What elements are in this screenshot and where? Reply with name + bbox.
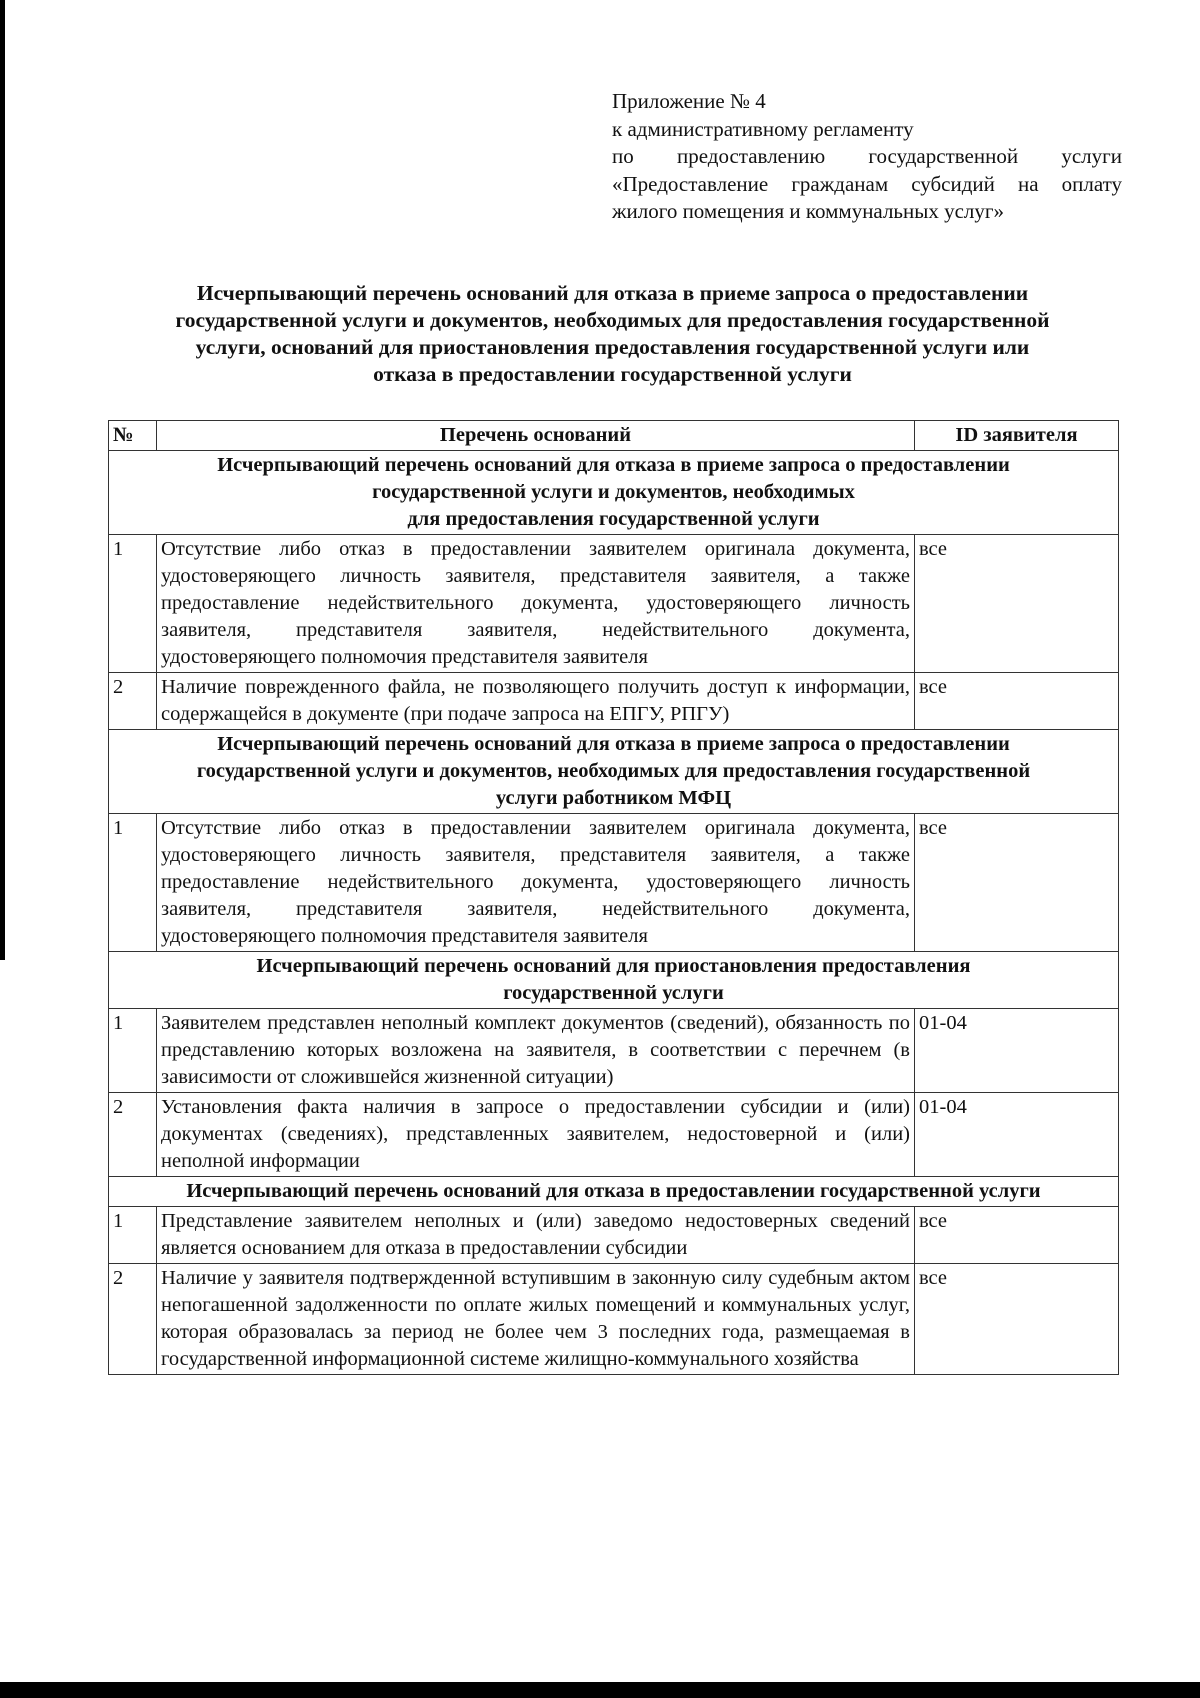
title-line: услуги, оснований для приостановления предоставления государственной услуги или xyxy=(195,335,1030,359)
document-title xyxy=(115,280,1110,388)
table-row xyxy=(109,814,1119,952)
scan-bottom-edge xyxy=(0,1682,1200,1698)
section-header-row xyxy=(109,952,1119,1009)
row-applicant-id: все xyxy=(915,1264,1119,1375)
table-row xyxy=(109,1009,1119,1093)
table-row xyxy=(109,673,1119,730)
row-ground-text: Наличие у заявителя подтвержденной вступившим в законную силу судебным актом непогашенной задолженности по оплате жилых помещений и коммунальных услуг, которая образовалась за период не более чем 3 последних года, размещаемая в государственной информационной системе жилищно-коммунального хозяйства xyxy=(157,1264,915,1375)
row-number: 1 xyxy=(109,1009,157,1093)
row-ground-text: Отсутствие либо отказ в предоставлении заявителем оригинала документа, удостоверяющего личность заявителя, представителя заявителя, а также предоставление недействительного документа, удостоверяющего личность заявителя, представителя заявителя, недействительного документа, удостоверяющего полномочия представителя заявителя xyxy=(157,535,915,673)
row-number: 2 xyxy=(109,673,157,730)
row-applicant-id: 01-04 xyxy=(915,1093,1119,1177)
row-applicant-id: все xyxy=(915,1207,1119,1264)
row-number: 1 xyxy=(109,814,157,952)
section-title: Исчерпывающий перечень оснований для приостановления предоставления государственной услуги xyxy=(109,952,1119,1009)
appendix-line: «Предоставление гражданам субсидий на оплату xyxy=(612,171,1122,196)
row-number: 1 xyxy=(109,535,157,673)
row-ground-text: Наличие поврежденного файла, не позволяющего получить доступ к информации, содержащейся в документе (при подаче запроса на ЕПГУ, РПГУ) xyxy=(157,673,915,730)
title-line: Исчерпывающий перечень оснований для отказа в приеме запроса о предоставлении xyxy=(196,281,1029,305)
table-row xyxy=(109,1093,1119,1177)
row-applicant-id: все xyxy=(915,673,1119,730)
section-title: Исчерпывающий перечень оснований для отказа в приеме запроса о предоставлении государственной услуги и документов, необходимых для предоставления государственной услуги xyxy=(109,451,1119,535)
appendix-line: по предоставлению государственной услуги xyxy=(612,144,1122,168)
appendix-line: к административному регламенту xyxy=(612,116,914,141)
title-line: государственной услуги и документов, необходимых для предоставления государственной xyxy=(175,308,1050,332)
section-header-row xyxy=(109,730,1119,814)
row-number: 2 xyxy=(109,1093,157,1177)
appendix-number: Приложение № 4 xyxy=(612,89,766,113)
row-number: 2 xyxy=(109,1264,157,1375)
appendix-reference xyxy=(612,88,1122,226)
row-number: 1 xyxy=(109,1207,157,1264)
row-ground-text: Установления факта наличия в запросе о предоставлении субсидии и (или) документах (сведениях), представленных заявителем, недостоверной и (или) неполной информации xyxy=(157,1093,915,1177)
row-applicant-id: все xyxy=(915,814,1119,952)
section-title: Исчерпывающий перечень оснований для отказа в предоставлении государственной услуги xyxy=(109,1177,1119,1207)
section-title: Исчерпывающий перечень оснований для отказа в приеме запроса о предоставлении государственной услуги и документов, необходимых для предоставления государственной услуги работником МФЦ xyxy=(109,730,1119,814)
row-applicant-id: все xyxy=(915,535,1119,673)
appendix-line: жилого помещения и коммунальных услуг» xyxy=(612,199,1005,223)
grounds-table xyxy=(108,420,1119,1375)
section-header-row xyxy=(109,451,1119,535)
table-row xyxy=(109,1264,1119,1375)
row-ground-text: Заявителем представлен неполный комплект документов (сведений), обязанность по представлению которых возложена на заявителя, в соответствии с перечнем (в зависимости от сложившейся жизненной ситуации) xyxy=(157,1009,915,1093)
scan-left-edge xyxy=(0,0,5,960)
table-row xyxy=(109,1207,1119,1264)
row-ground-text: Отсутствие либо отказ в предоставлении заявителем оригинала документа, удостоверяющего личность заявителя, представителя заявителя, а также предоставление недействительного документа, удостоверяющего личность заявителя, представителя заявителя, недействительного документа, удостоверяющего полномочия представителя заявителя xyxy=(157,814,915,952)
header-grounds: Перечень оснований xyxy=(157,421,915,451)
table-row xyxy=(109,535,1119,673)
section-header-row xyxy=(109,1177,1119,1207)
row-ground-text: Представление заявителем неполных и (или) заведомо недостоверных сведений является основанием для отказа в предоставлении субсидии xyxy=(157,1207,915,1264)
header-applicant-id: ID заявителя xyxy=(915,421,1119,451)
table-header-row xyxy=(109,421,1119,451)
title-line: отказа в предоставлении государственной услуги xyxy=(373,362,852,386)
header-number: № xyxy=(109,421,157,451)
row-applicant-id: 01-04 xyxy=(915,1009,1119,1093)
